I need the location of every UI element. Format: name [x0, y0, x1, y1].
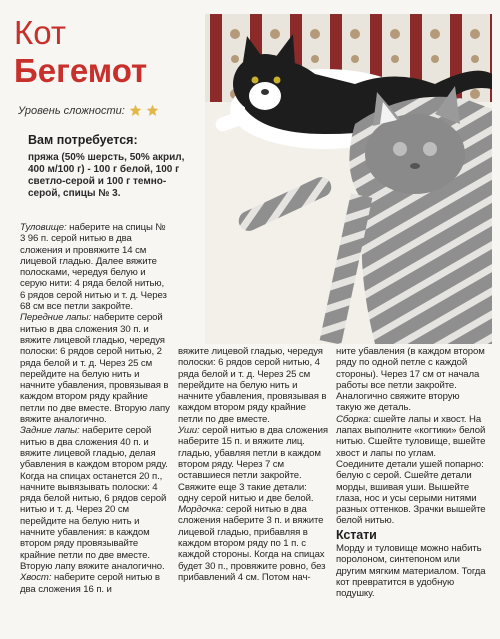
tail-paragraph: [20, 572, 170, 595]
instructions-column-1: [20, 222, 170, 595]
front-paws-paragraph: [20, 312, 170, 425]
assembly-text: сшейте лапы и хвост. На лапах выполните «когтики» белой нитью. Сшейте туловище, вшейте хвост и лапы по углам. Соедините детали ушей попарно: белую с серой. Сшейте детали морды, вшивая уши. Вышейте глаза, нос и усы серыми нитями разных оттенков. Зрачки вышейте белой нитью.: [336, 413, 486, 527]
back-paws-label: Задние лапы:: [20, 425, 80, 437]
star-icon: [129, 104, 142, 117]
front-paws-label: Передние лапы:: [20, 312, 92, 324]
title-line-1: Кот: [14, 14, 66, 51]
muzzle-text: серой нитью в два сложения наберите 3 п. и вяжите лицевой гладью, прибавляя в каждом втором ряду по 1 п. с каждой стороны. Когда на спицах будет 30 п., провяжите ровно, без прибавлений 4 см. Потом нач-: [178, 504, 326, 583]
photo-illustration: [205, 14, 492, 344]
instructions-column-3: [336, 346, 486, 600]
requirements-text: пряжа (50% шерсть, 50% акрил, 400 м/100 г) - 100 г белой, 100 г светло-серой и 100 г темно-серой, спицы № 3.: [28, 152, 185, 199]
star-icon: [146, 104, 159, 117]
torso-label: Туловище:: [20, 222, 67, 233]
back-paws-text: наберите серой нитью в два сложения 40 п. и вяжите лицевой гладью, делая убавления в каждом втором ряду. Когда на спицах останется 20 п., начните вывязывать полоски: 4 ряда белой нитью, 6 рядов серой нитью и т. д. Через 20 см перейдите на белую нить и начните убавления: в каждом втором ряду провязывайте крайние петли по две вместе. Вторую лапу вяжите аналогично.: [20, 425, 168, 572]
title-line-2: Бегемот: [14, 52, 148, 89]
back-paws-paragraph: [20, 425, 170, 572]
muzzle-paragraph: [178, 504, 328, 583]
difficulty-rating: [18, 104, 159, 117]
cat-photo: [205, 14, 492, 344]
tail-continued: вяжите лицевой гладью, чередуя полоски: 6 рядов серой нитью, 4 ряда белой и т. д. Через 25 см перейдите на белую нить и начните убавления, провязывая в каждом втором ряду крайние петли по две вместе.: [178, 346, 327, 425]
assembly-paragraph: [336, 414, 486, 527]
requirements-block: [28, 134, 186, 200]
muzzle-continued: ните убавления (в каждом втором ряду по одной петле с каждой стороны). Через 17 см от начала работы все петли закройте. Аналогично свяжите вторую такую же деталь.: [336, 346, 485, 414]
instructions-column-2: [178, 346, 328, 583]
torso-text: наберите на спицы № 3 96 п. серой нитью в два сложения и провяжите 14 см лицевой гладью. Далее вяжите полосками, чередуя белую и серую нити: 4 ряда белой нитью, 6 рядов серой нитью и т. д. Через 68 см все петли закройте.: [20, 222, 167, 313]
difficulty-label: Уровень сложности:: [18, 104, 125, 117]
ears-label: Уши:: [178, 425, 200, 437]
requirements-heading: Вам потребуется:: [28, 133, 138, 147]
ears-paragraph: [178, 425, 328, 504]
ears-text: серой нитью в два сложения наберите 15 п. и вяжите лиц. гладью, убавляя петли в каждом втором ряду. Через 7 см оставшиеся петли закройте. Свяжите еще 3 такие детали: одну серой нитью и две белой.: [178, 425, 328, 504]
article-title: [14, 14, 147, 90]
assembly-label: Сборка:: [336, 413, 371, 425]
note-heading: Кстати: [336, 527, 377, 542]
tail-text: наберите серой нитью в два сложения 16 п. и: [20, 572, 160, 595]
tail-label: Хвост:: [20, 572, 52, 584]
note-text: Морду и туловище можно набить поролоном, синтепоном или другим мягким материалом. Тогда кот превратится в удобную подушку.: [336, 543, 486, 600]
torso-paragraph: [20, 222, 170, 312]
front-paws-text: наберите серой нитью в два сложения 30 п. и вяжите лицевой гладью, чередуя полоски: 6 рядов серой нитью, 2 ряда белой и т. д. Через 25 см перейдите на белую нить и начните убавления, провязывая в каждом втором ряду крайние петли по две вместе. Вторую лапу вяжите аналогично.: [20, 312, 170, 426]
muzzle-label: Мордочка:: [178, 504, 224, 516]
